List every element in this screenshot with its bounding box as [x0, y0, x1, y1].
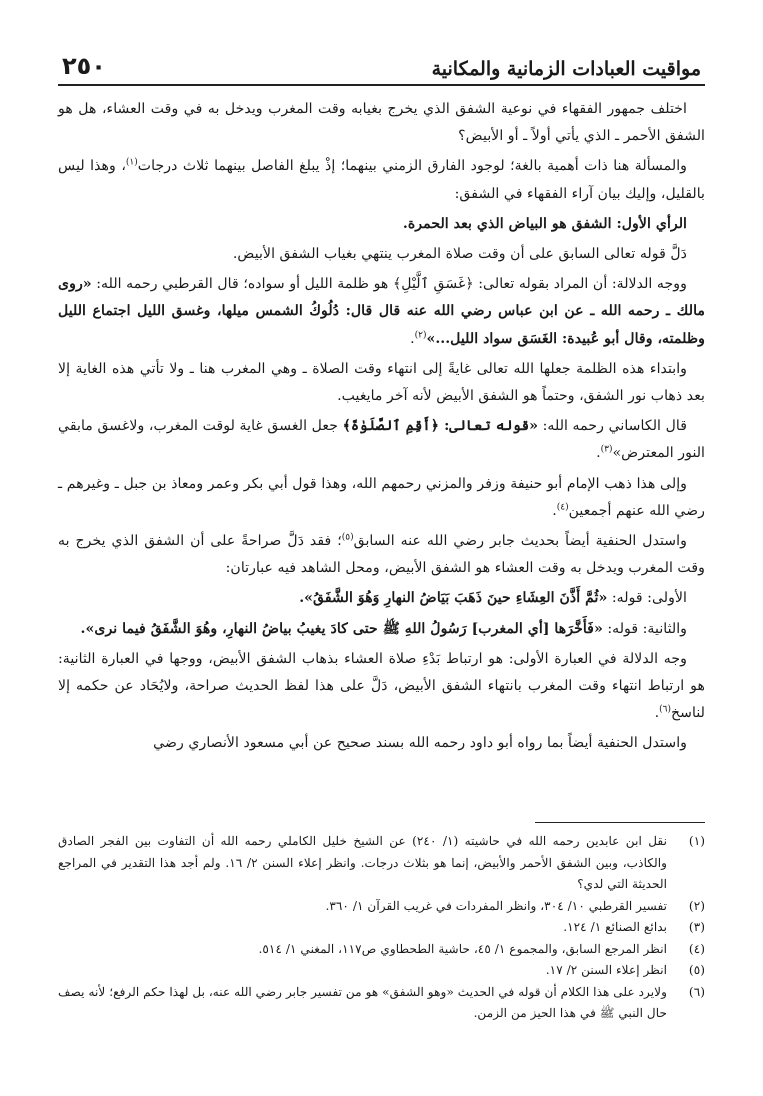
paragraph-text: وإلى هذا ذهب الإمام أبو حنيفة وزفر والمزني رحمهم الله، وهذا قول أبي بكر وعمر ومعاذ بن جبل ـ وغيرهم ـ رضي الله عنهم أجمعين	[58, 475, 705, 519]
page-header	[58, 36, 705, 86]
footnote-text: ولايرد على هذا الكلام أن قوله في الحديث «وهو الشفق» هو من تفسير جابر رضي الله عنه، بل لهذا حكم الرفع؛ لأنه يصف حال النبي ﷺ في هذا الحيز من الزمن.	[58, 984, 667, 1020]
footnote-number: (٢)	[688, 898, 705, 913]
section-heading	[58, 211, 705, 238]
paragraph-text: جعل الغسق غاية لوقت المغرب، ولاغسق مابقي النور المعترض»	[58, 418, 705, 462]
footnote-text: نقل ابن عابدين رحمه الله في حاشيته (١/ ٢٤٠) عن الشيخ خليل الكاملي رحمه الله أن التفاوت بين الفجر الصادق والكاذب، وبين الشفق الأحمر والأبيض، إنما هو بثلاث درجات. وانظر إعلاء السنن ٢/ ١٦. ولم أجد هذا التقدير في المراجع الحديثة التي لدي؟	[58, 834, 668, 891]
footnote-ref[interactable]: (٢)	[414, 329, 427, 340]
hadith-text: «فَأَخَّرَها [أي المغرب] رَسُولُ اللهِ ﷺ حتى كادَ يغيبُ بياضُ النهارِ، وهُوَ الشَّفَقُ فيما نرى».	[80, 620, 603, 637]
paragraph-text: وجه الدلالة في العبارة الأولى: هو ارتباط بَدْءِ صلاة العشاء بذهاب الشفق الأبيض، ووجها في العبارة الثانية: هو ارتباط انتهاء وقت المغرب بانتهاء الشفق الأبيض، دَلَّ على هذا لفظ الحديث صراحة، ولايُحَاد عن حكمه إلا لناسخ	[58, 650, 705, 722]
footnote-number: (٦)	[688, 984, 705, 999]
footnote	[58, 896, 705, 918]
footnote	[58, 982, 705, 1025]
footnote	[58, 917, 705, 939]
footnote	[58, 831, 705, 896]
paragraph-text: قال الكاساني رحمه الله:	[538, 418, 687, 435]
paragraph: وابتداء هذه الظلمة جعلها الله تعالى غايةً إلى انتهاء وقت الصلاة ـ وهي المغرب هنا ـ ولا تأتي هذه الغاية إلا بعد ذهاب نور الشفق، وحتماً هو الشفق الأبيض لأنه آخر مايغيب.	[58, 360, 705, 405]
paragraph-text: ووجه الدلالة: أن المراد بقوله تعالى: ﴿غَسَقِ ٱلَّيْلِ﴾ هو ظلمة الليل أو سواده؛ قال القرطبي رحمه الله:	[91, 276, 687, 293]
running-title: مواقيت العبادات الزمانية والمكانية	[431, 58, 701, 80]
paragraph	[58, 616, 705, 643]
footnote	[58, 939, 705, 961]
footnotes-section	[58, 822, 705, 1025]
paragraph: واستدل الحنفية أيضاً بما رواه أبو داود رحمه الله بسند صحيح عن أبي مسعود الأنصاري رضي	[153, 735, 687, 752]
paragraph	[58, 153, 705, 207]
paragraph-text: ، وهذا ليس بالقليل، وإليك بيان آراء الفقهاء في الشفق:	[58, 158, 705, 202]
footnote-divider	[535, 822, 705, 823]
heading-text: الرأي الأول: الشفق هو البياض الذي بعد الحمرة.	[402, 215, 687, 232]
paragraph: قال الكاساني رحمه الله: «قوله تعالى: ﴿أَقِمِ ٱلصَّلَوٰةَ﴾ جعل الغسق غاية لوقت المغرب، ولاغسق مابقي النور المعترض»$^{(٣)}$.	[58, 418, 705, 462]
paragraph: وإلى هذا ذهب الإمام أبو حنيفة وزفر والمزني رحمهم الله، وهذا قول أبي بكر وعمر ومعاذ بن جبل ـ وغيرهم ـ رضي الله عنهم أجمعين$^{(٤)}$.	[58, 475, 705, 519]
quote-text: «روى مالك ـ رحمه الله ـ عن ابن عباس رضي الله عنه قال قال: دُلُوكُ الشمس ميلها، وغسق الليل اجتماع الليل وظلمته، وقال أبو عُبيدة: الغَسَق سواد الليل...»	[58, 276, 705, 347]
hadith-text: «ثُمَّ أَذَّنَ العِشَاءِ حينَ ذَهَبَ بَيَاضُ النهارِ وَهُوَ الشَّفَقُ».	[299, 590, 608, 607]
main-text	[58, 96, 705, 758]
footnote	[58, 960, 705, 982]
footnote-text: انظر إعلاء السنن ٢/ ١٧.	[545, 963, 667, 977]
footnote-number: (٤)	[688, 941, 705, 956]
footnote-text: بدائع الصنائع ١/ ١٢٤.	[563, 920, 667, 934]
paragraph: اختلف جمهور الفقهاء في نوعية الشفق الذي يخرج بغيابه وقت المغرب ويدخل به في وقت العشاء، هل هو الشفق الأحمر ـ الذي يأتي أولاً ـ أو الأبيض؟	[58, 101, 705, 145]
paragraph-text: والثانية: قوله:	[602, 620, 687, 637]
footnote-ref[interactable]: (٦)	[659, 704, 672, 715]
footnote-ref[interactable]: (٥)	[341, 532, 354, 543]
paragraph	[58, 585, 705, 612]
quote-text: «قوله تعالى: ﴿أَقِمِ ٱلصَّلَوٰةَ﴾	[342, 418, 539, 435]
footnote-number: (٥)	[688, 963, 705, 977]
footnote-ref[interactable]: (١)	[125, 157, 138, 168]
paragraph	[58, 528, 705, 582]
footnote-text: تفسير القرطبي ١٠/ ٣٠٤، وانظر المفردات في غريب القرآن ١/ ٣٦٠.	[325, 898, 667, 913]
paragraph: وجه الدلالة في العبارة الأولى: هو ارتباط بَدْءِ صلاة العشاء بذهاب الشفق الأبيض، ووجها في العبارة الثانية: هو ارتباط انتهاء وقت المغرب بانتهاء الشفق الأبيض، دَلَّ على هذا لفظ الحديث صراحة، ولايُحَاد عن حكمه إلا لناسخ$^{(٦)}$.	[58, 650, 705, 722]
paragraph: ووجه الدلالة: أن المراد بقوله تعالى: ﴿غَسَقِ ٱلَّيْلِ﴾ هو ظلمة الليل أو سواده؛ قال القرطبي رحمه الله: «روى مالك ـ رحمه الله ـ عن ابن عباس رضي الله عنه قال قال: دُلُوكُ الشمس ميلها، وغسق الليل اجتماع الليل وظلمته، وقال أبو عُبيدة: الغَسَق سواد الليل...»$^{(٢)}$.	[58, 276, 705, 347]
footnote-number: (٣)	[688, 920, 705, 934]
paragraph: دَلَّ قوله تعالى السابق على أن وقت صلاة المغرب ينتهي بغياب الشفق الأبيض.	[232, 246, 687, 263]
footnote-ref[interactable]: (٤)	[556, 502, 569, 513]
paragraph-text: ؛ فقد دَلَّ صراحةً على أن الشفق الذي يخرج به وقت المغرب ويدخل به وقت العشاء هو الشفق الأبيض، ومحل الشاهد فيه عبارتان:	[58, 533, 705, 577]
footnote-ref[interactable]: (٣)	[600, 444, 613, 455]
paragraph-text: واستدل الحنفية أيضاً بحديث جابر رضي الله عنه السابق	[353, 533, 687, 550]
paragraph-text: الأولى: قوله:	[607, 590, 687, 607]
footnote-text: انظر المرجع السابق، والمجموع ١/ ٤٥، حاشية الطحطاوي ص١١٧، المغني ١/ ٥١٤.	[258, 941, 667, 956]
footnote-number: (١)	[688, 834, 705, 848]
page-number: ٢٥٠	[62, 52, 106, 80]
paragraph-text: والمسألة هنا ذات أهمية بالغة؛ لوجود الفارق الزمني بينهما؛ إذْ يبلغ الفاصل بينهما ثلاث درجات	[137, 158, 687, 175]
